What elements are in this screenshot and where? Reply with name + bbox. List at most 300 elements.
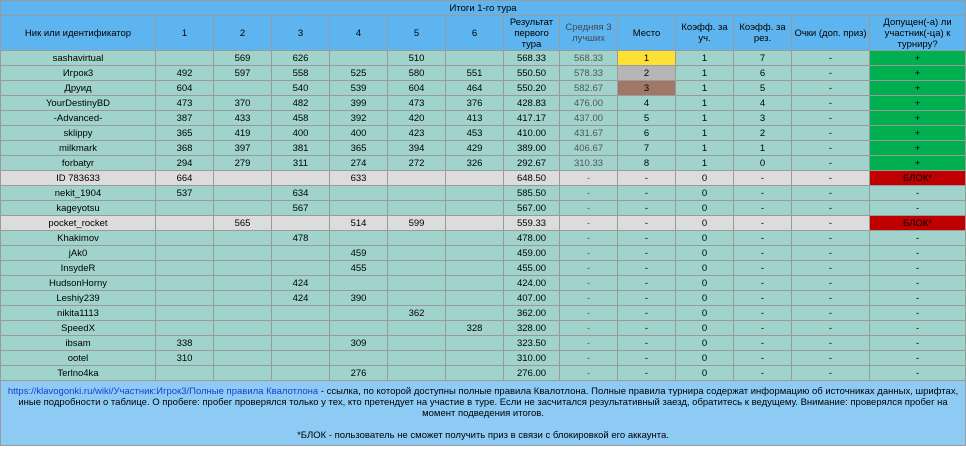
cell-coef-participation: 0 (676, 291, 734, 306)
cell-points: - (792, 291, 870, 306)
table-row (1, 201, 966, 216)
cell-coef-participation: 0 (676, 216, 734, 231)
cell-race-5: 510 (388, 51, 446, 66)
cell-race-3 (272, 306, 330, 321)
cell-race-3: 567 (272, 201, 330, 216)
cell-race-3 (272, 216, 330, 231)
cell-race-3: 558 (272, 66, 330, 81)
cell-nick: ootel (1, 351, 156, 366)
cell-coef-result: - (734, 231, 792, 246)
cell-avg-best3: 476.00 (560, 96, 618, 111)
header-avg-best3: Средняя 3 лучших (560, 16, 618, 51)
cell-admitted: - (870, 321, 966, 336)
table-row (1, 66, 966, 81)
cell-race-2: 370 (214, 96, 272, 111)
cell-nick: ibsam (1, 336, 156, 351)
cell-race-4: 400 (330, 126, 388, 141)
cell-race-1 (156, 216, 214, 231)
cell-coef-result: - (734, 171, 792, 186)
results-body (1, 1, 966, 381)
cell-avg-best3: - (560, 276, 618, 291)
cell-place: 4 (618, 96, 676, 111)
cell-place: - (618, 321, 676, 336)
cell-avg-best3: - (560, 171, 618, 186)
cell-race-2: 569 (214, 51, 272, 66)
cell-race-1: 310 (156, 351, 214, 366)
cell-race-3: 458 (272, 111, 330, 126)
footer-body (1, 381, 966, 446)
cell-race-2 (214, 186, 272, 201)
cell-result: 328.00 (504, 321, 560, 336)
cell-race-4: 392 (330, 111, 388, 126)
cell-race-1: 365 (156, 126, 214, 141)
cell-nick: Khakimov (1, 231, 156, 246)
cell-coef-result: - (734, 351, 792, 366)
cell-coef-result: - (734, 306, 792, 321)
table-row (1, 186, 966, 201)
header-race-5: 5 (388, 16, 446, 51)
cell-race-5 (388, 246, 446, 261)
cell-admitted: - (870, 246, 966, 261)
cell-coef-result: 4 (734, 96, 792, 111)
cell-race-1 (156, 306, 214, 321)
cell-race-5: 362 (388, 306, 446, 321)
cell-admitted: - (870, 186, 966, 201)
cell-race-2 (214, 246, 272, 261)
cell-race-1: 387 (156, 111, 214, 126)
cell-avg-best3: 431.67 (560, 126, 618, 141)
cell-place: - (618, 276, 676, 291)
cell-nick: jAk0 (1, 246, 156, 261)
header-coef-result: Коэфф. за рез. (734, 16, 792, 51)
cell-race-1: 604 (156, 81, 214, 96)
cell-race-1 (156, 366, 214, 381)
cell-race-2: 565 (214, 216, 272, 231)
table-row (1, 96, 966, 111)
cell-coef-participation: 0 (676, 276, 734, 291)
cell-admitted: + (870, 156, 966, 171)
cell-admitted: + (870, 111, 966, 126)
footer-text: - ссылка, по которой доступны полные правила Квалотлона. Полные правила турнира содержат информацию об источниках данных, шрифтах, иные подробности о таблице. О пробеге: пробег проверялся только у тех, кто претендует на участие в туре. Если не засчитался результативный заезд, обратитесь к ведущему. Внимание: проверялся пробег на момент подведения итогов. (18, 385, 959, 419)
cell-nick: InsydeR (1, 261, 156, 276)
header-admitted: Допущен(-а) ли участник(-ца) к турниру? (870, 16, 966, 51)
cell-race-5 (388, 171, 446, 186)
cell-race-4: 455 (330, 261, 388, 276)
cell-race-1: 473 (156, 96, 214, 111)
cell-race-2 (214, 291, 272, 306)
cell-race-5 (388, 336, 446, 351)
header-race-4: 4 (330, 16, 388, 51)
cell-race-6: 376 (446, 96, 504, 111)
cell-avg-best3: 582.67 (560, 81, 618, 96)
header-points: Очки (доп. приз) (792, 16, 870, 51)
cell-points: - (792, 261, 870, 276)
cell-race-6 (446, 351, 504, 366)
cell-place: - (618, 171, 676, 186)
header-result: Результат первого тура (504, 16, 560, 51)
cell-coef-participation: 0 (676, 306, 734, 321)
cell-nick: HudsonHorny (1, 276, 156, 291)
cell-points: - (792, 156, 870, 171)
cell-race-3: 482 (272, 96, 330, 111)
cell-race-4 (330, 351, 388, 366)
cell-nick: Игрок3 (1, 66, 156, 81)
cell-result: 323.50 (504, 336, 560, 351)
cell-points: - (792, 351, 870, 366)
cell-points: - (792, 141, 870, 156)
table-row (1, 351, 966, 366)
cell-race-3 (272, 336, 330, 351)
cell-race-2 (214, 81, 272, 96)
table-row (1, 306, 966, 321)
cell-avg-best3: 406.67 (560, 141, 618, 156)
cell-admitted: + (870, 66, 966, 81)
cell-nick: Terlno4ka (1, 366, 156, 381)
cell-coef-participation: 0 (676, 246, 734, 261)
cell-race-5 (388, 231, 446, 246)
cell-race-2 (214, 171, 272, 186)
cell-avg-best3: 310.33 (560, 156, 618, 171)
header-coef-participation: Коэфф. за уч. (676, 16, 734, 51)
cell-avg-best3: 568.33 (560, 51, 618, 66)
table-row (1, 366, 966, 381)
header-place: Место (618, 16, 676, 51)
cell-race-4: 633 (330, 171, 388, 186)
cell-race-4 (330, 186, 388, 201)
header-row (1, 16, 966, 51)
cell-coef-result: 3 (734, 111, 792, 126)
header-race-1: 1 (156, 16, 214, 51)
cell-race-5 (388, 186, 446, 201)
cell-race-2: 597 (214, 66, 272, 81)
cell-result: 568.33 (504, 51, 560, 66)
cell-race-5: 423 (388, 126, 446, 141)
cell-race-3: 311 (272, 156, 330, 171)
cell-race-2: 433 (214, 111, 272, 126)
cell-race-4: 309 (330, 336, 388, 351)
cell-coef-result: - (734, 291, 792, 306)
cell-race-6: 326 (446, 156, 504, 171)
cell-avg-best3: - (560, 216, 618, 231)
cell-race-2 (214, 321, 272, 336)
cell-race-6 (446, 336, 504, 351)
cell-race-2: 397 (214, 141, 272, 156)
cell-race-1: 368 (156, 141, 214, 156)
cell-coef-result: 1 (734, 141, 792, 156)
cell-race-6 (446, 246, 504, 261)
cell-result: 417.17 (504, 111, 560, 126)
cell-race-2: 419 (214, 126, 272, 141)
cell-avg-best3: - (560, 291, 618, 306)
cell-race-4: 390 (330, 291, 388, 306)
cell-coef-participation: 0 (676, 261, 734, 276)
cell-points: - (792, 66, 870, 81)
cell-race-1 (156, 276, 214, 291)
cell-race-5: 420 (388, 111, 446, 126)
cell-race-5: 599 (388, 216, 446, 231)
cell-admitted: - (870, 291, 966, 306)
cell-race-5: 272 (388, 156, 446, 171)
cell-avg-best3: 578.33 (560, 66, 618, 81)
cell-nick: YourDestinyBD (1, 96, 156, 111)
cell-avg-best3: - (560, 336, 618, 351)
cell-admitted: + (870, 141, 966, 156)
cell-race-2 (214, 276, 272, 291)
cell-points: - (792, 366, 870, 381)
cell-coef-result: - (734, 201, 792, 216)
table-row (1, 81, 966, 96)
cell-race-5: 394 (388, 141, 446, 156)
rules-link[interactable]: https://klavogonki.ru/wiki/Участник:Игрок3/Полные правила Квалотлона (7, 385, 319, 397)
cell-place: - (618, 231, 676, 246)
cell-nick: ID 783633 (1, 171, 156, 186)
cell-race-6: 328 (446, 321, 504, 336)
table-row (1, 231, 966, 246)
cell-nick: Друид (1, 81, 156, 96)
cell-place: - (618, 351, 676, 366)
cell-points: - (792, 336, 870, 351)
cell-avg-best3: - (560, 201, 618, 216)
cell-place: - (618, 336, 676, 351)
cell-result: 310.00 (504, 351, 560, 366)
cell-nick: pocket_rocket (1, 216, 156, 231)
cell-result: 648.50 (504, 171, 560, 186)
cell-coef-result: 5 (734, 81, 792, 96)
cell-place: - (618, 366, 676, 381)
cell-coef-participation: 0 (676, 186, 734, 201)
cell-race-5: 473 (388, 96, 446, 111)
table-row (1, 261, 966, 276)
cell-race-6 (446, 231, 504, 246)
cell-admitted: + (870, 51, 966, 66)
cell-result: 550.20 (504, 81, 560, 96)
cell-race-5 (388, 261, 446, 276)
title-row (1, 1, 966, 16)
cell-race-6 (446, 171, 504, 186)
header-race-3: 3 (272, 16, 330, 51)
cell-coef-participation: 0 (676, 231, 734, 246)
table-row (1, 321, 966, 336)
cell-points: - (792, 126, 870, 141)
cell-nick: milkmark (1, 141, 156, 156)
cell-nick: Leshiy239 (1, 291, 156, 306)
cell-result: 362.00 (504, 306, 560, 321)
cell-result: 567.00 (504, 201, 560, 216)
block-note: *БЛОК - пользователь не сможет получить приз в связи с блокировкой его аккаунта. (297, 429, 669, 441)
cell-place: 7 (618, 141, 676, 156)
cell-race-1 (156, 201, 214, 216)
footer-row (1, 381, 966, 446)
cell-result: 407.00 (504, 291, 560, 306)
cell-coef-participation: 1 (676, 111, 734, 126)
cell-coef-participation: 1 (676, 51, 734, 66)
cell-result: 424.00 (504, 276, 560, 291)
table-row (1, 246, 966, 261)
cell-race-5 (388, 321, 446, 336)
footer-note (1, 381, 966, 446)
cell-race-6 (446, 216, 504, 231)
cell-coef-participation: 1 (676, 141, 734, 156)
cell-nick: sashavirtual (1, 51, 156, 66)
cell-race-1 (156, 51, 214, 66)
cell-race-3 (272, 246, 330, 261)
cell-race-2 (214, 306, 272, 321)
cell-race-5 (388, 366, 446, 381)
cell-race-4 (330, 201, 388, 216)
cell-place: - (618, 246, 676, 261)
cell-admitted: - (870, 201, 966, 216)
cell-place: - (618, 186, 676, 201)
cell-nick: nikita1113 (1, 306, 156, 321)
cell-race-3: 400 (272, 126, 330, 141)
cell-admitted: - (870, 351, 966, 366)
cell-race-2 (214, 336, 272, 351)
cell-avg-best3: - (560, 186, 618, 201)
cell-race-1: 338 (156, 336, 214, 351)
cell-coef-participation: 0 (676, 336, 734, 351)
cell-race-4 (330, 321, 388, 336)
cell-points: - (792, 111, 870, 126)
cell-points: - (792, 321, 870, 336)
table-row (1, 291, 966, 306)
cell-avg-best3: - (560, 351, 618, 366)
cell-points: - (792, 51, 870, 66)
cell-admitted: БЛОК* (870, 216, 966, 231)
cell-nick: kageyotsu (1, 201, 156, 216)
cell-race-4: 276 (330, 366, 388, 381)
cell-race-4: 274 (330, 156, 388, 171)
cell-points: - (792, 201, 870, 216)
cell-coef-result: - (734, 366, 792, 381)
cell-race-5 (388, 291, 446, 306)
cell-points: - (792, 216, 870, 231)
cell-points: - (792, 81, 870, 96)
table-row (1, 276, 966, 291)
cell-race-5 (388, 276, 446, 291)
cell-race-6: 429 (446, 141, 504, 156)
cell-admitted: - (870, 366, 966, 381)
cell-avg-best3: 437.00 (560, 111, 618, 126)
cell-coef-participation: 1 (676, 126, 734, 141)
cell-race-1: 664 (156, 171, 214, 186)
cell-place: - (618, 291, 676, 306)
cell-race-1 (156, 261, 214, 276)
cell-result: 389.00 (504, 141, 560, 156)
cell-admitted: + (870, 81, 966, 96)
cell-coef-result: 0 (734, 156, 792, 171)
header-nick: Ник или идентификатор (1, 16, 156, 51)
cell-nick: forbatyr (1, 156, 156, 171)
cell-race-1 (156, 291, 214, 306)
cell-coef-result: - (734, 261, 792, 276)
cell-race-3: 478 (272, 231, 330, 246)
table-row (1, 171, 966, 186)
cell-admitted: - (870, 336, 966, 351)
cell-race-4: 459 (330, 246, 388, 261)
cell-coef-participation: 1 (676, 156, 734, 171)
cell-race-5: 604 (388, 81, 446, 96)
cell-coef-result: 7 (734, 51, 792, 66)
cell-avg-best3: - (560, 231, 618, 246)
cell-race-2 (214, 366, 272, 381)
cell-race-6: 453 (446, 126, 504, 141)
cell-result: 455.00 (504, 261, 560, 276)
cell-result: 459.00 (504, 246, 560, 261)
cell-race-1 (156, 321, 214, 336)
cell-race-3 (272, 321, 330, 336)
cell-race-4 (330, 306, 388, 321)
cell-coef-result: - (734, 186, 792, 201)
cell-coef-participation: 0 (676, 351, 734, 366)
cell-coef-participation: 0 (676, 366, 734, 381)
cell-avg-best3: - (560, 306, 618, 321)
cell-race-6 (446, 201, 504, 216)
cell-points: - (792, 96, 870, 111)
cell-place: - (618, 306, 676, 321)
cell-nick: sklippy (1, 126, 156, 141)
table-row (1, 156, 966, 171)
table-row (1, 141, 966, 156)
cell-nick: -Advanced- (1, 111, 156, 126)
cell-race-2 (214, 201, 272, 216)
table-row (1, 126, 966, 141)
cell-place: 6 (618, 126, 676, 141)
table-row (1, 111, 966, 126)
cell-admitted: + (870, 126, 966, 141)
cell-race-5 (388, 351, 446, 366)
cell-race-1 (156, 246, 214, 261)
cell-race-3 (272, 261, 330, 276)
cell-race-4 (330, 276, 388, 291)
cell-place: - (618, 201, 676, 216)
table-row (1, 51, 966, 66)
cell-race-4: 399 (330, 96, 388, 111)
cell-place: 2 (618, 66, 676, 81)
cell-coef-result: - (734, 336, 792, 351)
cell-result: 478.00 (504, 231, 560, 246)
cell-place: - (618, 261, 676, 276)
cell-coef-participation: 1 (676, 66, 734, 81)
cell-result: 428.83 (504, 96, 560, 111)
header-race-6: 6 (446, 16, 504, 51)
cell-race-6: 551 (446, 66, 504, 81)
cell-coef-participation: 0 (676, 171, 734, 186)
cell-race-6 (446, 366, 504, 381)
cell-race-3 (272, 351, 330, 366)
cell-race-6 (446, 51, 504, 66)
header-race-2: 2 (214, 16, 272, 51)
cell-place: 3 (618, 81, 676, 96)
cell-place: 8 (618, 156, 676, 171)
cell-race-1: 492 (156, 66, 214, 81)
cell-coef-participation: 0 (676, 201, 734, 216)
cell-admitted: - (870, 261, 966, 276)
cell-race-3: 540 (272, 81, 330, 96)
cell-nick: SpeedX (1, 321, 156, 336)
cell-race-3 (272, 366, 330, 381)
cell-points: - (792, 171, 870, 186)
cell-race-6 (446, 276, 504, 291)
cell-race-2 (214, 261, 272, 276)
cell-place: 1 (618, 51, 676, 66)
cell-race-6 (446, 291, 504, 306)
cell-race-1: 294 (156, 156, 214, 171)
cell-admitted: - (870, 231, 966, 246)
table-title: Итоги 1-го тура (1, 1, 966, 16)
cell-avg-best3: - (560, 366, 618, 381)
cell-race-4 (330, 51, 388, 66)
cell-coef-result: 2 (734, 126, 792, 141)
